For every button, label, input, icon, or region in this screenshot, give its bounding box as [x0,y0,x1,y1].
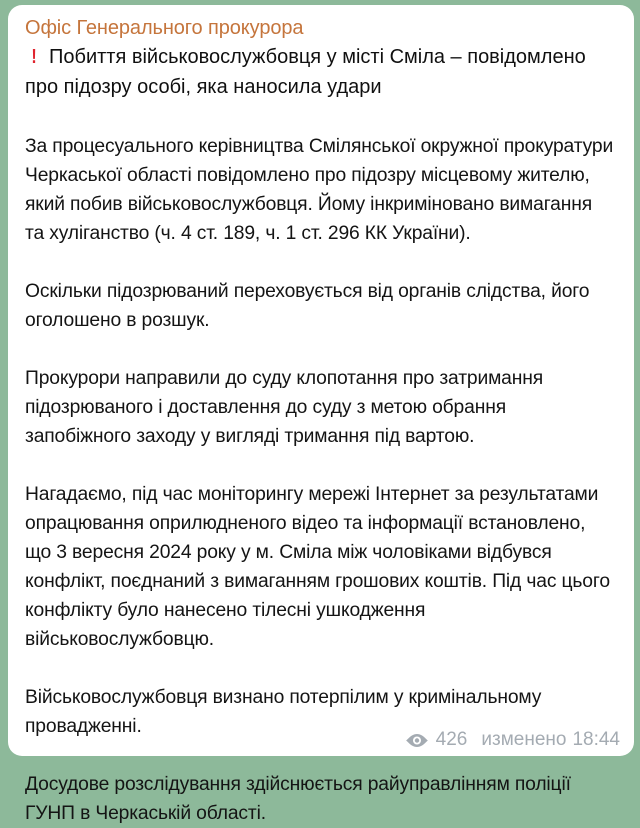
exclamation-icon: ! [31,46,37,68]
paragraph: Нагадаємо, під час моніторингу мережі Інтернет за результатами опрацювання оприлюдненого відео та інформації встановлено, що 3 вересня 2024 року у м. Сміла між чоловіками відбувся конфлікт, поєднаний з вимаганням грошових коштів. Під час цього конфлікту було нанесено тілесні ушкодження військовослужбовцю. [25,484,610,650]
edited-label: изменено [481,729,567,750]
message-bubble[interactable] [8,5,634,824]
message-time: 18:44 [572,729,620,750]
title-text: Побиття військовослужбовця у місті Сміла – повідомлено про підозру особі, яка наносила удари [25,46,586,98]
message-title [25,42,614,102]
message-body [25,132,614,828]
paragraph: Досудове розслідування здійснюється райуправлінням поліції ГУНП в Черкаській області. [25,774,571,824]
message-meta [405,728,620,752]
paragraph: Оскільки підозрюваний переховується від органів слідства, його оголошено в розшук. [25,281,590,331]
view-count: 426 [435,729,468,750]
paragraph: Прокурори направили до суду клопотання про затримання підозрюваного і доставлення до суду з метою обрання запобіжного заходу у вигляді тримання під вартою. [25,368,544,447]
paragraph: Військовослужбовця визнано потерпілим у кримінальному провадженні. [25,687,542,737]
paragraph: За процесуального керівництва Смілянської окружної прокуратури Черкаської області повідомлено про підозру місцевому жителю, який побив військовослужбовця. Йому інкриміновано вимагання та хуліганство (ч. 4 ст. 189, ч. 1 ст. 296 КК України). [25,136,614,244]
sender-name[interactable]: Офіс Генерального прокурора [25,17,304,39]
eye-icon [405,733,429,748]
